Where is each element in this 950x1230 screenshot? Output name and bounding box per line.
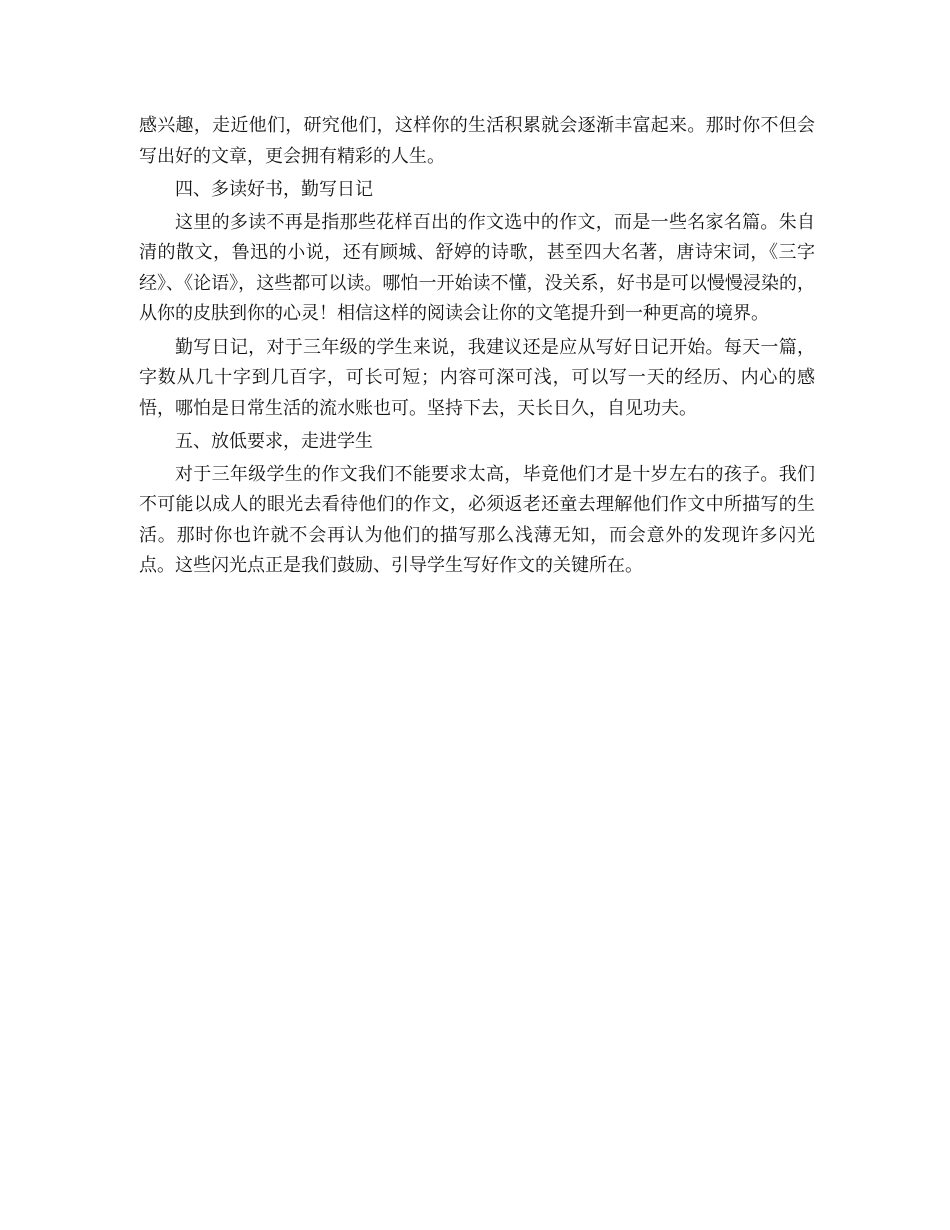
paragraph-continuation: 感兴趣，走近他们，研究他们，这样你的生活积累就会逐渐丰富起来。那时你不但会写出好的文章，更会拥有精彩的人生。 xyxy=(139,115,815,167)
document-body xyxy=(139,111,815,585)
paragraph-diary: 勤写日记，对于三年级的学生来说，我建议还是应从写好日记开始。每天一篇，字数从几十字到几百字，可长可短；内容可深可浅，可以写一天的经历、内心的感悟，哪怕是日常生活的流水账也可。坚持下去，天长日久，自见功夫。 xyxy=(139,336,815,419)
section-heading-five: 五、放低要求，走进学生 xyxy=(175,431,373,452)
paragraph-reading: 这里的多读不再是指那些花样百出的作文选中的作文，而是一些名家名篇。朱自清的散文，鲁迅的小说，还有顾城、舒婷的诗歌，甚至四大名著，唐诗宋词，《三字经》、《论语》，这些都可以读。哪怕一开始读不懂，没关系，好书是可以慢慢浸染的，从你的皮肤到你的心灵！相信这样的阅读会让你的文笔提升到一种更高的境界。 xyxy=(139,211,815,324)
paragraph-lower-expectations: 对于三年级学生的作文我们不能要求太高，毕竟他们才是十岁左右的孩子。我们不可能以成人的眼光去看待他们的作文，必须返老还童去理解他们作文中所描写的生活。那时你也许就不会再认为他们的描写那么浅薄无知，而会意外的发现许多闪光点。这些闪光点正是我们鼓励、引导学生写好作文的关键所在。 xyxy=(139,463,815,576)
section-heading-four: 四、多读好书，勤写日记 xyxy=(175,179,373,200)
